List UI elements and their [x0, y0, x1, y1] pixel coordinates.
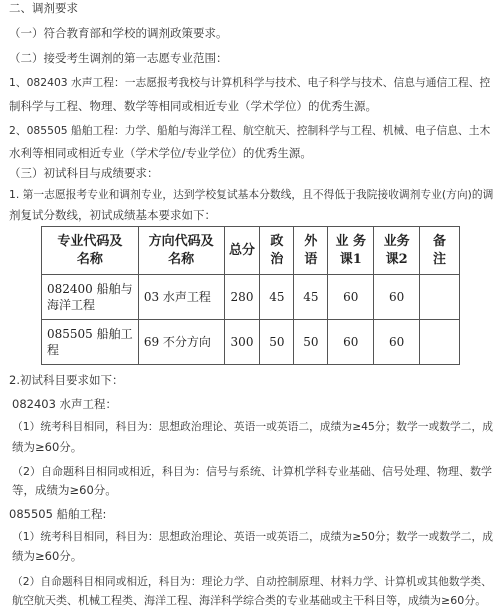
table-row	[42, 320, 460, 365]
score-rule-line-1: 1. 第一志愿报考专业和调剂专业，达到学校复试基本分数线，且不得低于我院接收调剂专业(方向)的调	[9, 188, 494, 201]
table-row	[42, 275, 460, 320]
cell-major: 082400 船舶与 海洋工程	[42, 275, 139, 320]
major-085505-rule-1-line-1: （1）统考科目相同，科目为：思想政治理论、英语一或英语二，成绩为≥50分；数学一或数学二，成	[12, 530, 494, 543]
requirement-2: （二）接受考生调剂的第一志愿专业范围：	[9, 51, 228, 65]
section-heading-adjustment: 二、调剂要求	[9, 1, 78, 15]
cell-politics: 50	[260, 320, 294, 365]
header-politics: 政 治	[260, 227, 294, 275]
major-082403-rule-2-line-2: 等，成绩为≥60分。	[12, 483, 117, 497]
cell-direction: 69 不分方向	[138, 320, 224, 365]
header-course-2: 业务 课2	[374, 227, 420, 275]
major-082403-line-1: 1、082403 水声工程：一志愿报考我校与计算机科学与技术、电子科学与技术、信息与通信工程、控	[9, 76, 491, 89]
major-082403-title: 082403 水声工程：	[12, 397, 118, 411]
cell-total: 280	[224, 275, 260, 320]
cell-direction: 03 水声工程	[138, 275, 224, 320]
major-082403-rule-1-line-1: （1）统考科目相同，科目为：思想政治理论、英语一或英语二，成绩为≥45分；数学一或数学二，成	[12, 420, 494, 433]
cell-language: 45	[294, 275, 328, 320]
header-remarks: 备 注	[420, 227, 460, 275]
cell-course-1: 60	[328, 275, 374, 320]
header-total-score: 总分	[224, 227, 260, 275]
requirement-1: （一）符合教育部和学校的调剂政策要求。	[9, 26, 228, 40]
subject-heading: 2.初试科目要求如下：	[9, 373, 124, 387]
cell-language: 50	[294, 320, 328, 365]
major-082403-line-2: 制科学与工程、物理、数学等相同或相近专业（学术学位）的优秀生源。	[9, 99, 377, 113]
score-requirements-table	[41, 226, 460, 365]
major-085505-line-1: 2、085505 船舶工程：力学、船舶与海洋工程、航空航天、控制科学与工程、机械、电子信息、土木	[9, 124, 491, 137]
table-header-row	[42, 227, 460, 275]
header-direction-code: 方向代码及 名称	[138, 227, 224, 275]
major-085505-line-2: 水利等相同或相近专业（学术学位/专业学位）的优秀生源。	[9, 146, 312, 160]
cell-course-1: 60	[328, 320, 374, 365]
cell-total: 300	[224, 320, 260, 365]
major-082403-rule-2-line-1: （2）自命题科目相同或相近，科目为：信号与系统、计算机学科专业基础、信号处理、物理、数学	[12, 465, 492, 478]
cell-course-2: 60	[374, 320, 420, 365]
major-085505-title: 085505 船舶工程:	[9, 507, 107, 521]
cell-major: 085505 船舶工 程	[42, 320, 139, 365]
header-course-1: 业 务 课1	[328, 227, 374, 275]
header-foreign-language: 外 语	[294, 227, 328, 275]
requirement-3: （三）初试科目与成绩要求：	[9, 166, 159, 180]
cell-politics: 45	[260, 275, 294, 320]
header-major-code: 专业代码及 名称	[42, 227, 139, 275]
major-085505-rule-2-line-2: 航空航天类、机械工程类、海洋工程、海洋科学综合类的专业基础或主干科目等，成绩为≥60分。	[12, 594, 487, 607]
major-082403-rule-1-line-2: 绩为≥60分。	[12, 440, 83, 454]
major-085505-rule-2-line-1: （2）自命题科目相同或相近，科目为：理论力学、自动控制原理、材料力学、计算机或其他数学类、	[12, 575, 492, 588]
major-085505-rule-1-line-2: 绩为≥60分。	[12, 549, 83, 563]
cell-remarks	[420, 320, 460, 365]
score-rule-line-2: 剂复试分数线，初试成绩基本要求如下：	[9, 208, 216, 222]
cell-course-2: 60	[374, 275, 420, 320]
cell-remarks	[420, 275, 460, 320]
